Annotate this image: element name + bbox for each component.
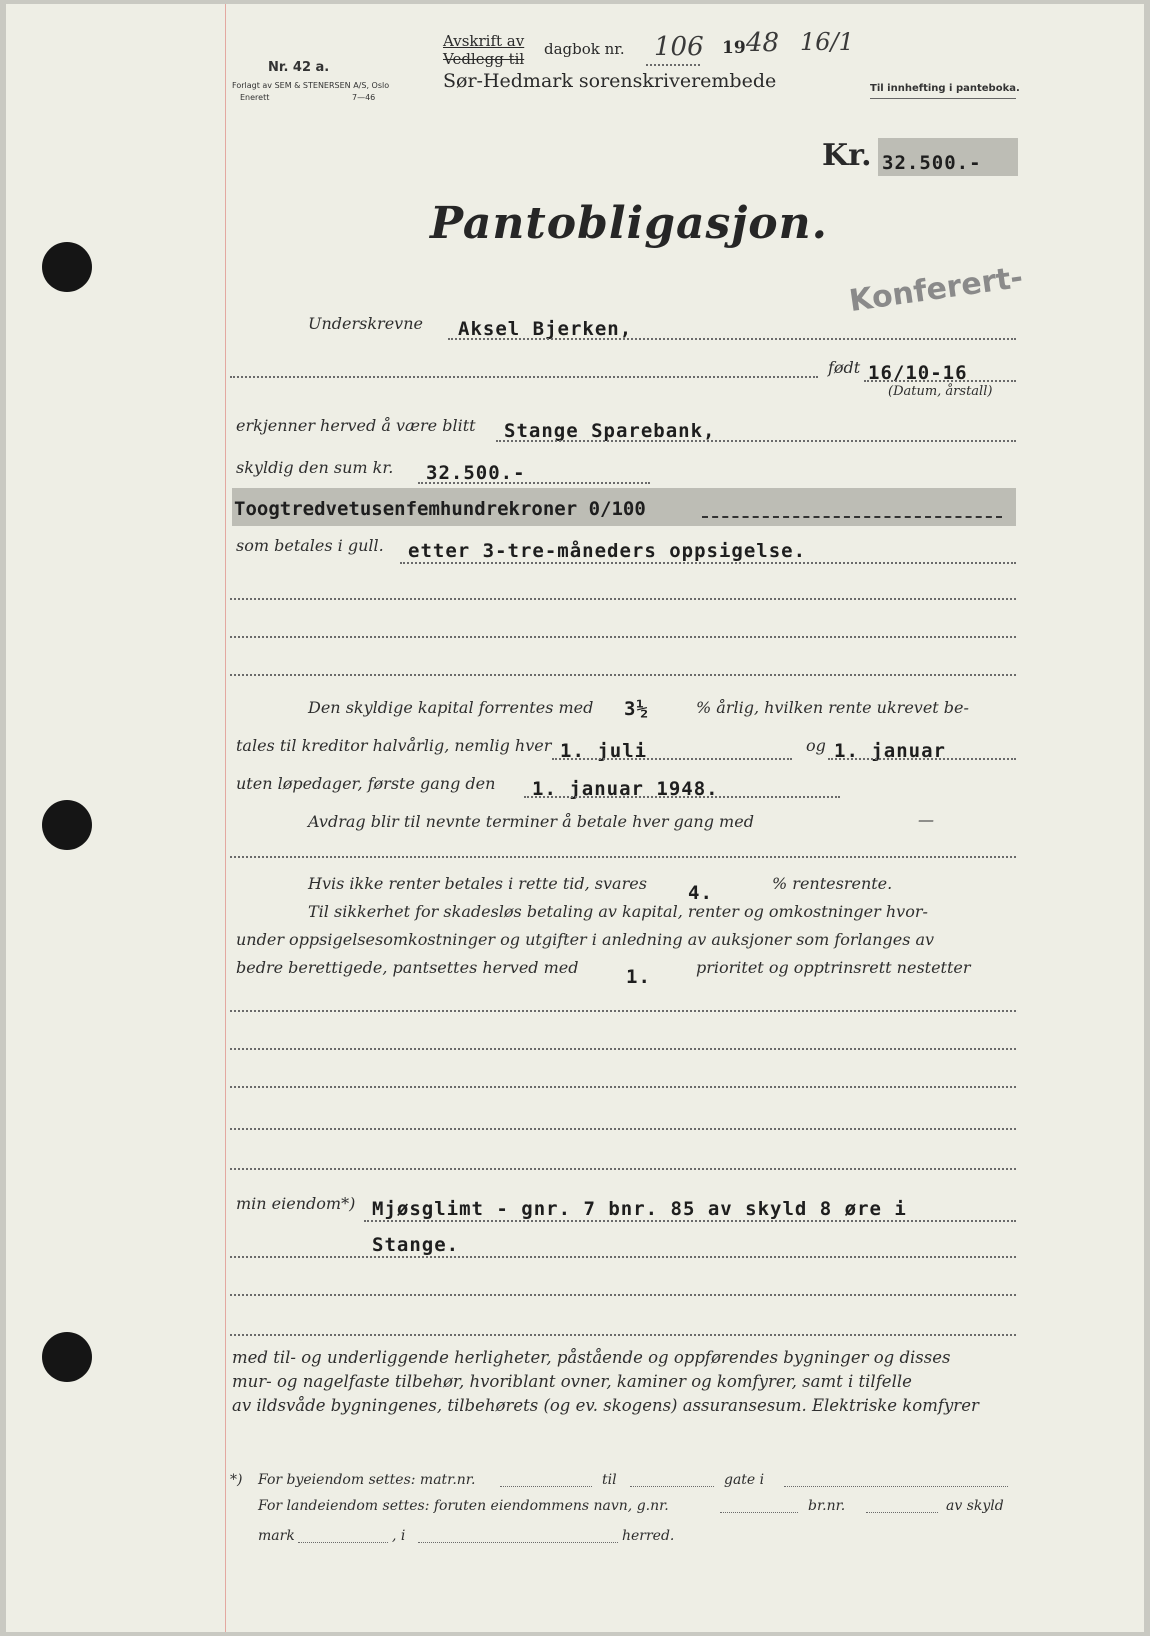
property-line2: Stange.	[372, 1234, 460, 1256]
footnote-marker: *)	[230, 1472, 243, 1488]
born-value: 16/10-16	[868, 362, 968, 384]
footnote-line1-til: til	[602, 1472, 617, 1488]
interest-date2: 1. januar	[834, 740, 946, 762]
konferert-stamp: Konferert-	[847, 260, 1026, 319]
appurtenances-line3: av ildsvåde bygningenes, tilbehørets (og ev. skogens) assuransesum. Elektriske komfyrer	[232, 1396, 979, 1415]
publisher-enerett: Enerett	[240, 93, 270, 102]
footnote-line3-i: , i	[392, 1528, 406, 1544]
interest-line1: Den skyldige kapital forrentes med	[308, 698, 594, 717]
property-line1: Mjøsglimt - gnr. 7 bnr. 85 av skyld 8 øre i	[372, 1198, 907, 1220]
margin-line	[225, 4, 226, 1632]
sum-value: 32.500.-	[426, 462, 526, 484]
debtor-name: Aksel Bjerken,	[458, 318, 633, 340]
dagbok-number: 106	[654, 32, 704, 62]
amount-label: Kr.	[822, 138, 872, 173]
penalty-rate: 4.	[688, 882, 713, 904]
punch-hole	[42, 800, 92, 850]
document-title: Pantobligasjon.	[430, 198, 828, 249]
punch-hole	[42, 1332, 92, 1382]
form-number: Nr. 42 a.	[268, 60, 330, 75]
installment-value: —	[918, 810, 934, 829]
appurtenances-line2: mur- og nagelfaste tilbehør, hvoriblant ovner, kaminer og komfyrer, samt i tilfelle	[232, 1372, 912, 1391]
born-hint: (Datum, årstall)	[888, 384, 993, 399]
registration-note: Til innhefting i panteboka.	[870, 83, 1020, 94]
creditor-label: erkjenner herved å være blitt	[236, 416, 476, 435]
punch-hole	[42, 242, 92, 292]
sum-label: skyldig den sum kr.	[236, 458, 394, 477]
interest-og: og	[806, 736, 826, 755]
debtor-label: Underskrevne	[308, 314, 423, 333]
interest-line3: uten løpedager, første gang den	[236, 774, 496, 793]
dagbok-label: dagbok nr.	[544, 40, 625, 58]
year-prefix: 19	[722, 38, 746, 58]
footnote-line2-brnr: br.nr.	[808, 1498, 846, 1514]
payment-label: som betales i gull.	[236, 536, 384, 555]
interest-line1-end: % årlig, hvilken rente ukrevet be-	[696, 698, 969, 717]
penalty-line-end: % rentesrente.	[772, 874, 893, 893]
security-line2: under oppsigelsesomkostninger og utgifter i anledning av auksjoner som forlanges av	[236, 930, 935, 949]
amount-value: 32.500.-	[882, 152, 982, 174]
interest-date1: 1. juli	[560, 740, 648, 762]
property-label: min eiendom*)	[236, 1194, 356, 1213]
attachment-label: Vedlegg til	[443, 50, 525, 68]
footnote-line3: mark	[258, 1528, 295, 1544]
year-suffix: 48	[746, 28, 780, 58]
footnote-line3-herred: herred.	[622, 1528, 675, 1544]
publisher-date: 7—46	[352, 93, 376, 102]
security-line3: bedre berettigede, pantsettes herved med	[236, 958, 579, 977]
footnote-line1-gate: gate i	[724, 1472, 765, 1488]
creditor-name: Stange Sparebank,	[504, 420, 716, 442]
interest-line2: tales til kreditor halvårlig, nemlig hver	[236, 736, 552, 755]
date-written: 16/1	[800, 28, 854, 56]
interest-rate: 3½	[624, 698, 649, 720]
installment-line: Avdrag blir til nevnte terminer å betale hver gang med	[308, 812, 754, 831]
copy-label: Avskrift av	[443, 32, 525, 50]
appurtenances-line1: med til- og underliggende herligheter, påstående og oppførendes bygninger og disses	[232, 1348, 951, 1367]
penalty-line: Hvis ikke renter betales i rette tid, svares	[308, 874, 647, 893]
footnote-line1: For byeiendom settes: matr.nr.	[258, 1472, 476, 1488]
security-priority: 1.	[626, 966, 651, 988]
security-line3-end: prioritet og opptrinsrett nestetter	[696, 958, 971, 977]
payment-terms: etter 3-tre-måneders oppsigelse.	[408, 540, 807, 562]
security-line1: Til sikkerhet for skadesløs betaling av kapital, renter og omkostninger hvor-	[308, 902, 928, 921]
footnote-line2-skyld: av skyld	[946, 1498, 1004, 1514]
interest-first-date: 1. januar 1948.	[532, 778, 719, 800]
born-label: født	[828, 358, 861, 377]
document-page	[6, 4, 1144, 1632]
publisher-line: Forlagt av SEM & STENERSEN A/S, Oslo	[232, 81, 390, 90]
office-name: Sør-Hedmark sorenskriverembede	[443, 70, 777, 92]
footnote-line2: For landeiendom settes: foruten eiendommens navn, g.nr.	[258, 1498, 669, 1514]
sum-in-words: Toogtredvetusenfemhundrekroner 0/100	[234, 498, 646, 520]
